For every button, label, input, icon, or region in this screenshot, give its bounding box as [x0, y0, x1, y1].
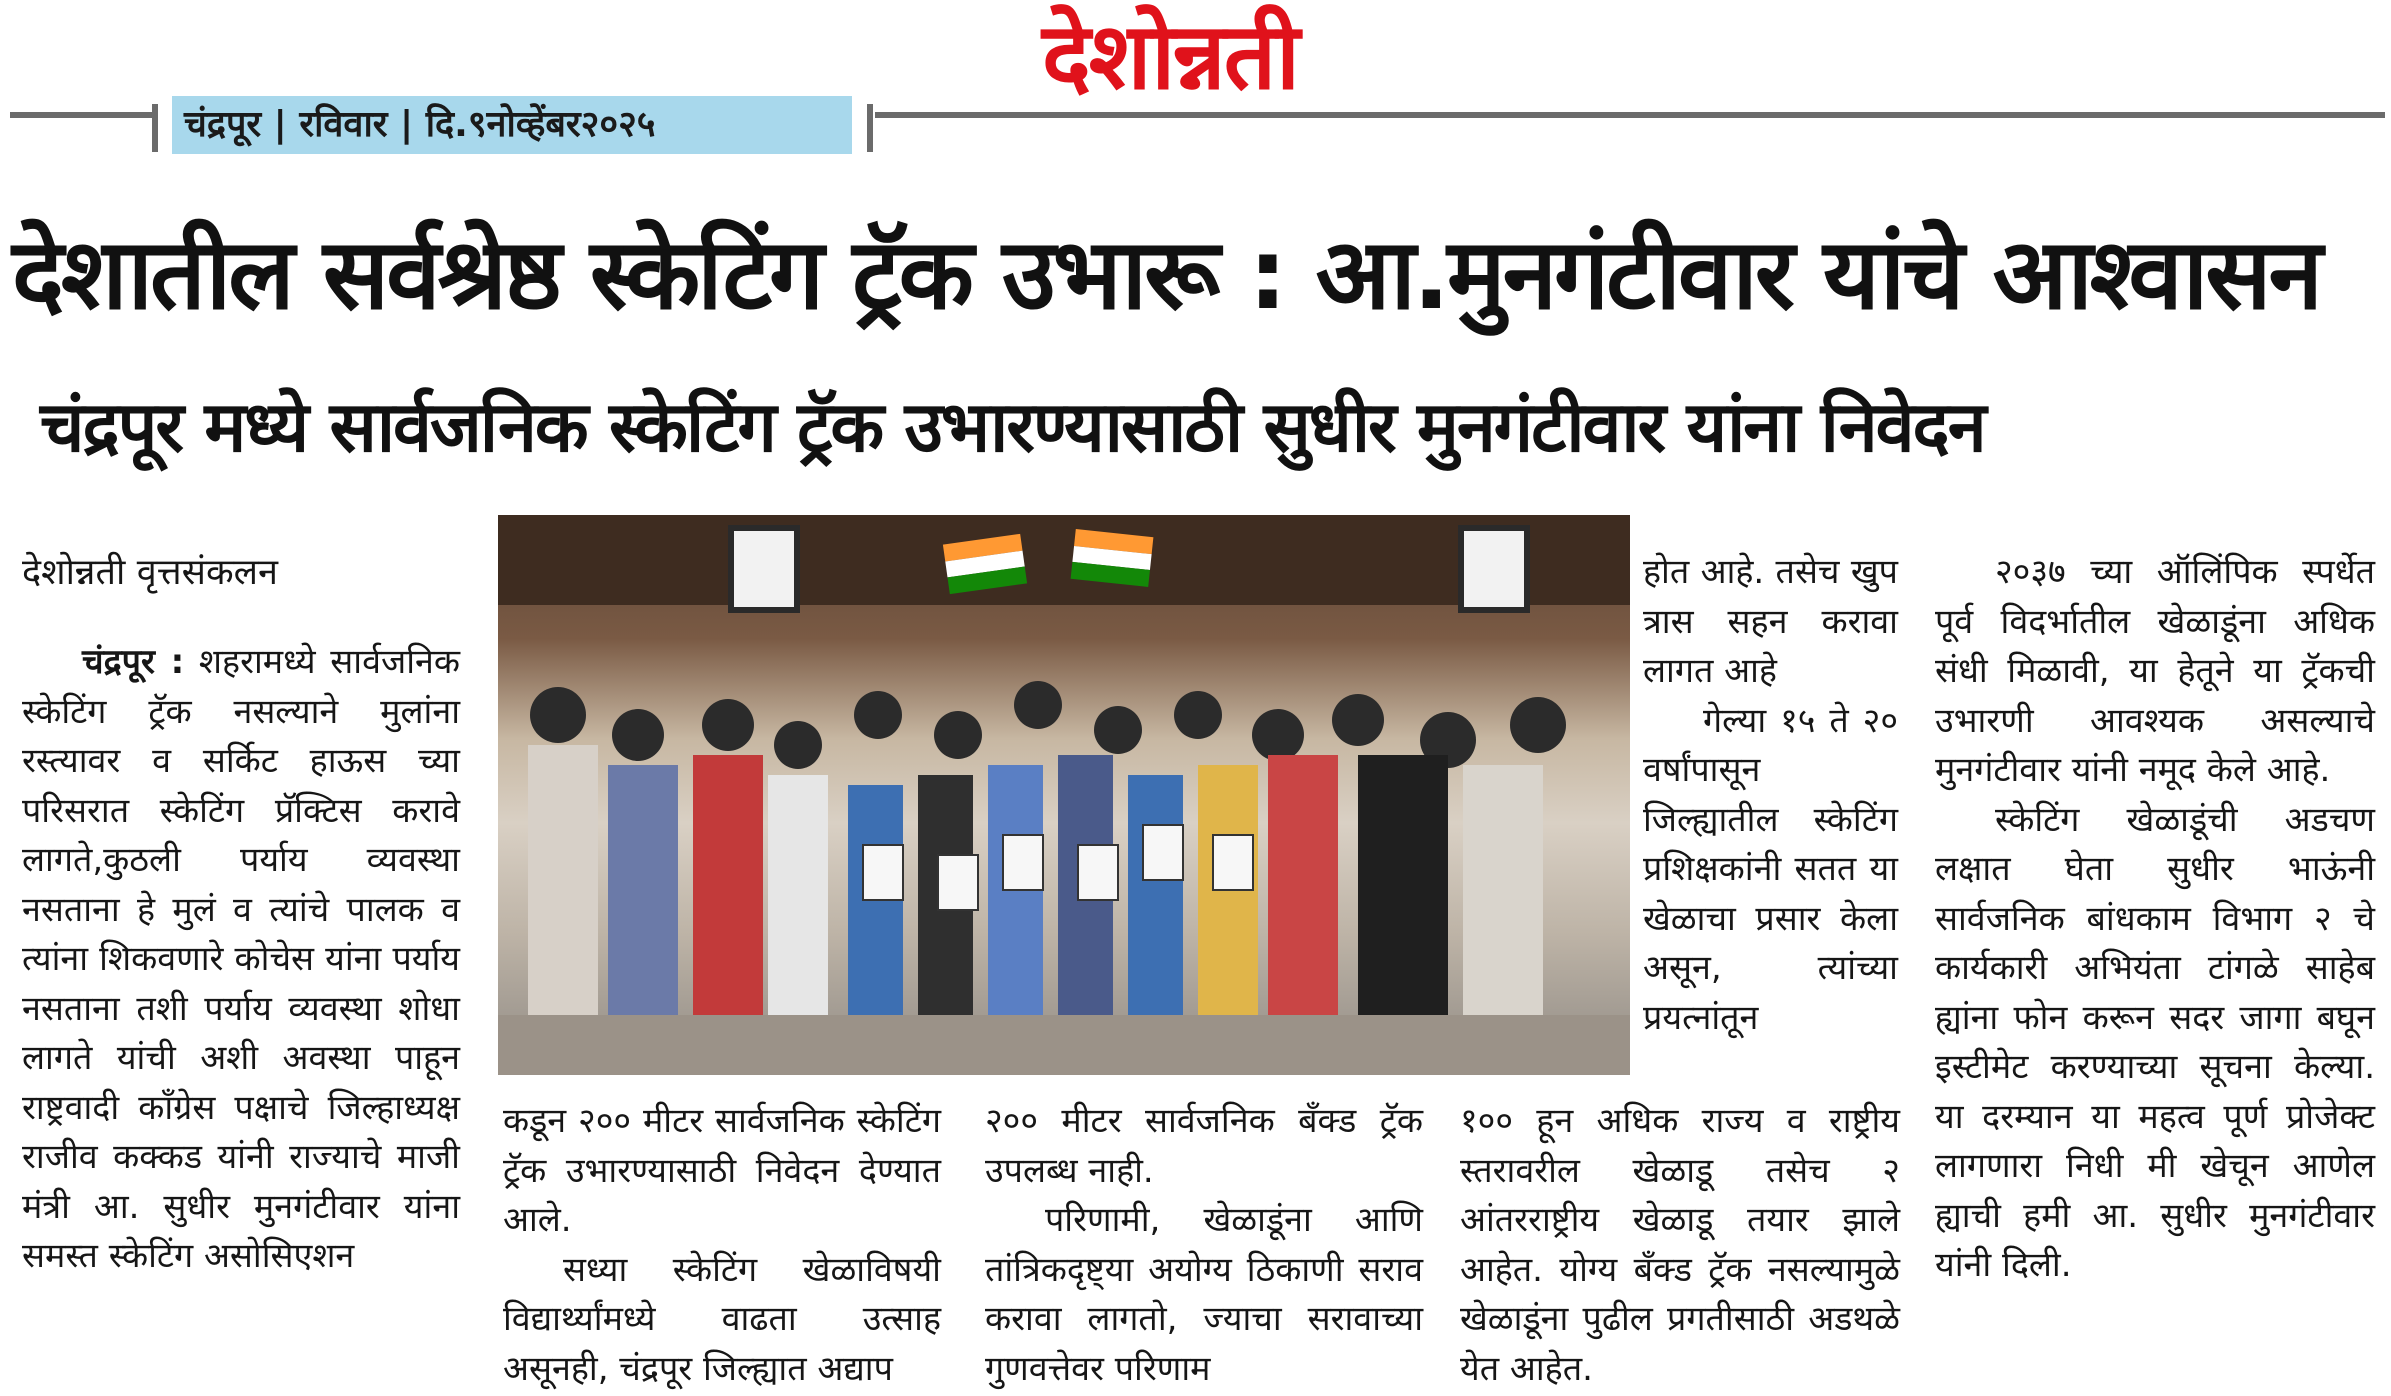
- article-paragraph: २०३७ च्या ऑलिंपिक स्पर्धेत पूर्व विदर्भातील खेळाडूंना अधिक संधी मिळावी, या हेतूने या ट्रॅकची उभारणी आवश्यक असल्याचे मुनगंटीवार यांनी नमूद केले आहे.: [1935, 552, 2375, 790]
- header-rule-right: [875, 112, 2385, 118]
- dateline: चंद्रपूर | रविवार | दि.९नोव्हेंबर२०२५: [172, 96, 852, 154]
- flag-icon: [1071, 529, 1154, 587]
- header-rule-left: [10, 112, 158, 118]
- headline: देशातील सर्वश्रेष्ठ स्केटिंग ट्रॅक उभारू : आ.मुनगंटीवार यांचे आश्वासन: [12, 218, 2320, 332]
- article-paragraph: परिणामी, खेळाडूंना आणि तांत्रिकदृष्ट्या अयोग्य ठिकाणी सराव करावा लागतो, ज्याचा सरावाच्या गुणवत्तेवर परिणाम: [985, 1200, 1423, 1389]
- article-paragraph: स्केटिंग खेळाडूंची अडचण लक्षात घेता सुधीर भाऊंनी सार्वजनिक बांधकाम विभाग २ चे कार्यकारी अभियंता टांगळे साहेब ह्यांना फोन करून सदर जागा बघून इस्टीमेट करण्याच्या सूचना केल्या. या दरम्यान या महत्व पूर्ण प्रोजेक्ट लागणारा निधी मी खेचून आणेल ह्याची हमी आ. सुधीर मुनगंटीवार यांनी दिली.: [1935, 799, 2375, 1285]
- article-lead: चंद्रपूर :: [82, 642, 185, 682]
- article-column-4: [1643, 548, 1898, 1088]
- article-text: शहरामध्ये सार्वजनिक स्केटिंग ट्रॅक नसल्याने मुलांना रस्त्यावर व सर्किट हाऊस च्या परिसरात स्केटिंग प्रॅक्टिस करावे लागते,कुठली पर्याय व्यवस्था नसताना हे मुलं व त्यांचे पालक व त्यांना शिकवणारे कोचेस यांना पर्याय नसताना तशी पर्याय व्यवस्था शोधा लागते यांची अशी अवस्था पाहून राष्ट्रवादी काँग्रेस पक्षाचे जिल्हाध्यक्ष राजीव कक्कड यांनी राज्याचे माजी मंत्री आ. सुधीर मुनगंटीवार यांना समस्त स्केटिंग असोसिएशन: [22, 642, 461, 1276]
- byline: देशोन्नती वृत्तसंकलन: [22, 552, 278, 593]
- article-paragraph: गेल्या १५ ते २० वर्षांपासून जिल्ह्यातील स्केटिंग प्रशिक्षकांनी सतत या खेळाचा प्रसार केला असून, त्यांच्या प्रयत्नांतून: [1643, 700, 1898, 1038]
- article-paragraph: सध्या स्केटिंग खेळाविषयी विद्यार्थ्यांमध्ये वाढता उत्साह असूनही, चंद्रपूर जिल्ह्यात अद्याप: [503, 1249, 941, 1389]
- group-photo: [498, 515, 1630, 1075]
- article-column-2: [503, 1097, 941, 1387]
- article-column-1: [22, 548, 460, 1386]
- article-column-3: [985, 1097, 1423, 1387]
- header-rule-tick: [152, 104, 158, 152]
- article-paragraph: २०० मीटर सार्वजनिक बँक्ड ट्रॅक उपलब्ध नाही.: [985, 1101, 1423, 1191]
- article-paragraph: १०० हून अधिक राज्य व राष्ट्रीय स्तरावरील खेळाडू तसेच २ आंतरराष्ट्रीय खेळाडू तयार झाले आहेत. योग्य बँक्ड ट्रॅक नसल्यामुळे खेळाडूंना पुढील प्रगतीसाठी अडथळे येत आहेत.: [1460, 1101, 1900, 1389]
- subheadline: चंद्रपूर मध्ये सार्वजनिक स्केटिंग ट्रॅक उभारण्यासाठी सुधीर मुनगंटीवार यांना निवेदन: [40, 386, 1985, 468]
- article-paragraph: होत आहे. तसेच खुप त्रास सहन करावा लागत आहे: [1643, 552, 1898, 691]
- wall-certificate: [728, 525, 800, 613]
- article-column-6: [1935, 548, 2375, 1386]
- header-rule-tick: [867, 104, 873, 152]
- crowd-illustration: [498, 655, 1630, 1075]
- wall-certificate: [1458, 525, 1530, 613]
- masthead-logo: देशोन्नती: [1042, 3, 1298, 110]
- photo-floor: [498, 1015, 1630, 1075]
- article-paragraph: कडून २०० मीटर सार्वजनिक स्केटिंग ट्रॅक उभारण्यासाठी निवेदन देण्यात आले.: [503, 1101, 941, 1240]
- article-column-5: [1460, 1097, 1900, 1387]
